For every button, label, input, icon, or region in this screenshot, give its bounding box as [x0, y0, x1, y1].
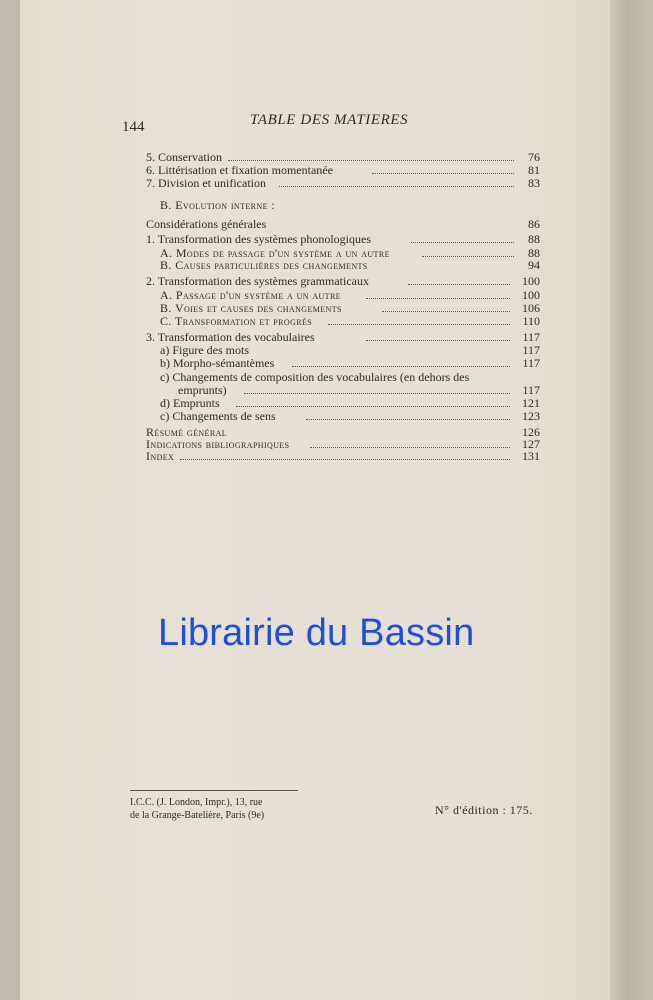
toc-entry-label: d) Emprunts — [160, 396, 220, 410]
toc-entry — [146, 232, 540, 246]
toc-entry — [160, 258, 540, 272]
toc-entry-page: 88 — [528, 246, 540, 260]
toc-entry-label: Index — [146, 449, 175, 463]
toc-entry-page: 131 — [522, 449, 540, 463]
toc-entry-page: 117 — [522, 343, 540, 357]
toc-entry — [146, 330, 540, 344]
toc-entry — [146, 217, 540, 231]
edition-number: N° d'édition : 175. — [435, 803, 533, 817]
toc-entry-label: c) Changements de composition des vocabulaires (en dehors des — [160, 370, 470, 384]
toc-entry-page: 94 — [528, 258, 540, 272]
toc-entry-label: c) Changements de sens — [160, 409, 276, 423]
toc-entry-label: 5. Conservation — [146, 150, 222, 164]
running-title: TABLE DES MATIERES — [250, 112, 409, 128]
toc-entry — [146, 163, 540, 177]
toc-entry-label: B. Causes particulières des changements — [160, 258, 368, 272]
toc-entry-label: a) Figure des mots — [160, 343, 249, 357]
printer-line: de la Grange-Batelière, Paris (9e) — [130, 810, 265, 821]
toc-entry-label: C. Transformation et progrès — [160, 314, 313, 328]
toc-entry — [160, 356, 540, 370]
toc-entry — [160, 301, 540, 315]
toc-entry-label: emprunts) — [178, 383, 227, 397]
toc-entry-label: b) Morpho-sémantèmes — [160, 356, 275, 370]
toc-entry-label: 6. Littérisation et fixation momentanée — [146, 163, 333, 177]
toc-entry-label: A. Modes de passage d'un système a un autre — [160, 246, 390, 260]
toc-entry-page: 76 — [528, 150, 540, 164]
toc-entry-page: 83 — [528, 176, 540, 190]
printer-line: I.C.C. (J. London, Impr.), 13, rue — [130, 797, 263, 808]
watermark-text: Librairie du Bassin — [158, 612, 475, 654]
toc-leader — [408, 274, 510, 285]
toc-entry — [146, 150, 540, 164]
toc-entry — [146, 176, 540, 190]
toc-entry — [160, 396, 540, 410]
toc-entry-page: 88 — [528, 232, 540, 246]
toc-leader — [228, 150, 514, 161]
toc-entry-page: 126 — [522, 425, 540, 439]
toc-leader — [382, 301, 510, 312]
toc-leader — [411, 232, 514, 243]
toc-leader — [366, 288, 510, 299]
toc-entry — [160, 370, 540, 384]
toc-leader — [244, 383, 510, 394]
toc-section-heading — [160, 198, 540, 212]
toc-entry — [146, 274, 540, 288]
toc-entry-page: 106 — [522, 301, 540, 315]
page-number: 144 — [122, 119, 145, 135]
toc-entry-page: 123 — [522, 409, 540, 423]
toc-entry — [146, 449, 540, 463]
toc-entry-label: 7. Division et unification — [146, 176, 266, 190]
toc-entry-page: 100 — [522, 288, 540, 302]
toc-entry-label: 2. Transformation des systèmes grammaticaux — [146, 274, 369, 288]
toc-entry-label: Considérations générales — [146, 217, 267, 231]
footer-divider — [130, 790, 298, 791]
toc-entry — [160, 343, 540, 357]
toc-leader — [422, 246, 514, 257]
toc-entry-page: 100 — [522, 274, 540, 288]
toc-entry-label: A. Passage d'un système a un autre — [160, 288, 341, 302]
toc-leader — [279, 176, 514, 187]
printer-imprint — [130, 796, 264, 822]
toc-leader — [372, 163, 514, 174]
toc-leader — [366, 330, 510, 341]
toc-leader — [236, 396, 510, 407]
toc-leader — [310, 437, 510, 448]
toc-entry — [160, 383, 540, 397]
toc-entry-page: 127 — [522, 437, 540, 451]
toc-entry-label: B. Evolution interne : — [160, 198, 276, 212]
toc-leader — [180, 449, 510, 460]
toc-leader — [292, 356, 510, 367]
toc-entry-page: 81 — [528, 163, 540, 177]
toc-entry-page: 117 — [522, 356, 540, 370]
toc-entry-page: 121 — [522, 396, 540, 410]
toc-entry — [160, 409, 540, 423]
toc-entry — [160, 314, 540, 328]
toc-entry-label: B. Voies et causes des changements — [160, 301, 342, 315]
toc-entry-page: 110 — [522, 314, 540, 328]
toc-entry-page: 117 — [522, 383, 540, 397]
toc-entry-label: Résumé général — [146, 425, 228, 439]
toc-entry-label: 1. Transformation des systèmes phonologiques — [146, 232, 371, 246]
toc-leader — [306, 409, 510, 420]
toc-leader — [328, 314, 510, 325]
page-edge — [610, 0, 653, 1000]
toc-entry-label: Indications bibliographiques — [146, 437, 290, 451]
toc-entry-page: 117 — [522, 330, 540, 344]
toc-entry — [160, 288, 540, 302]
toc-entry-page: 86 — [528, 217, 540, 231]
toc-entry-label: 3. Transformation des vocabulaires — [146, 330, 315, 344]
